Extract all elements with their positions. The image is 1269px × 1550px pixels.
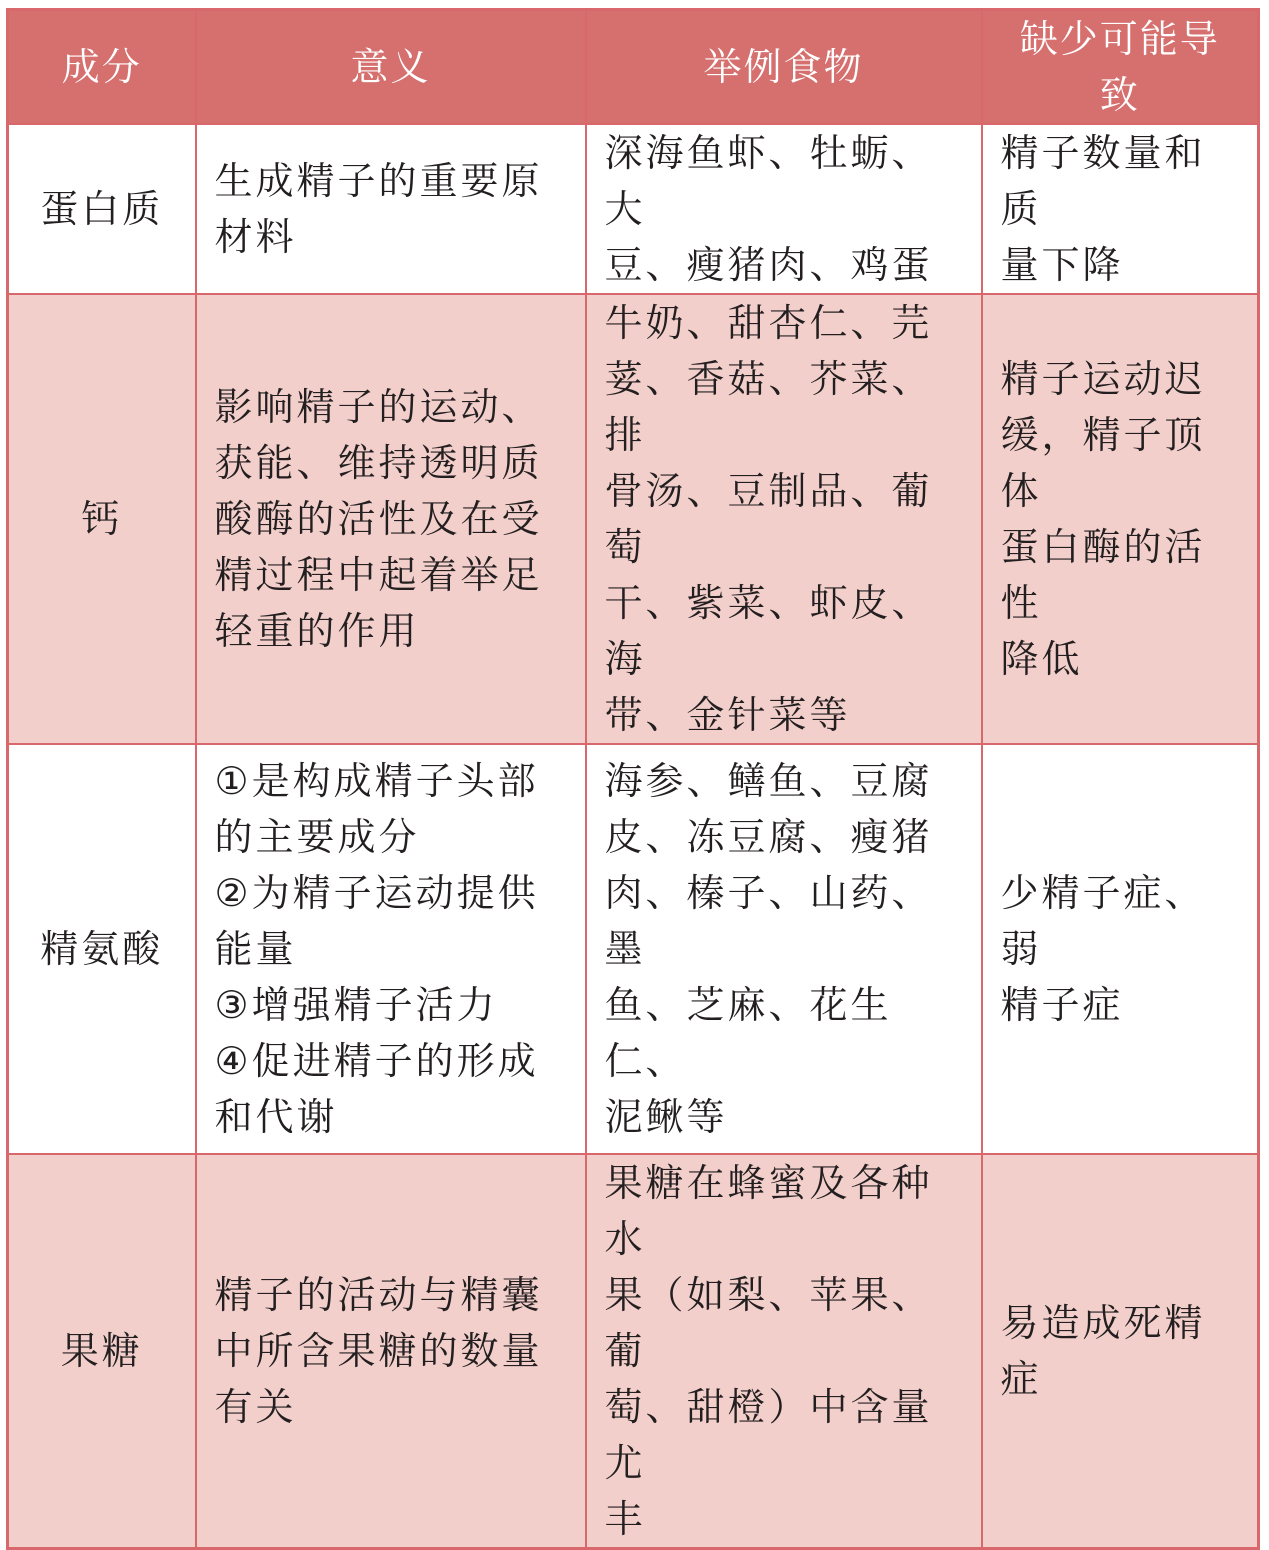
text-line: 鱼、芝麻、花生仁、 xyxy=(604,983,892,1083)
text-line: 果（如梨、苹果、葡 xyxy=(604,1273,933,1373)
header-meaning: 意义 xyxy=(196,10,586,125)
text-line: 生成精子的重要原 xyxy=(214,159,543,203)
header-component: 成分 xyxy=(8,10,196,125)
text-line: ③增强精子活力 xyxy=(214,983,498,1027)
meaning-cell xyxy=(196,1154,586,1549)
text-line: 豆、瘦猪肉、鸡蛋 xyxy=(604,243,933,287)
component-cell: 精氨酸 xyxy=(8,744,196,1154)
table-row-protein xyxy=(8,124,1259,294)
text-line: ①是构成精子头部 xyxy=(214,759,539,803)
deficiency-cell xyxy=(982,744,1259,1154)
text-line: 缓，精子顶体 xyxy=(1000,413,1206,513)
text-line: 精过程中起着举足 xyxy=(214,553,543,597)
text-line: 丰 xyxy=(604,1497,646,1541)
text-line: 的主要成分 xyxy=(214,815,420,859)
text-line: 果糖在蜂蜜及各种水 xyxy=(604,1161,933,1261)
table-row-fructose xyxy=(8,1154,1259,1549)
deficiency-cell xyxy=(982,124,1259,294)
text-line: 深海鱼虾、牡蛎、大 xyxy=(604,131,933,231)
foods-cell xyxy=(586,294,982,744)
text-line: 少精子症、弱 xyxy=(1000,871,1206,971)
table-row-arginine xyxy=(8,744,1259,1154)
table-header-row xyxy=(8,10,1259,125)
text-line: 精子的活动与精囊 xyxy=(214,1273,543,1317)
nutrition-table-container xyxy=(6,8,1257,1541)
text-line: 酸酶的活性及在受 xyxy=(214,497,543,541)
component-cell: 蛋白质 xyxy=(8,124,196,294)
foods-cell xyxy=(586,1154,982,1549)
table-row-calcium xyxy=(8,294,1259,744)
text-line: 能量 xyxy=(214,927,297,971)
text-line: 泥鳅等 xyxy=(604,1095,728,1139)
text-line: 材料 xyxy=(214,215,297,259)
text-line: ②为精子运动提供 xyxy=(214,871,539,915)
text-line: 肉、榛子、山药、墨 xyxy=(604,871,933,971)
component-cell: 钙 xyxy=(8,294,196,744)
header-foods: 举例食物 xyxy=(586,10,982,125)
text-line: 带、金针菜等 xyxy=(604,693,851,737)
text-line: 骨汤、豆制品、葡萄 xyxy=(604,469,933,569)
text-line: 中所含果糖的数量 xyxy=(214,1329,543,1373)
component-cell: 果糖 xyxy=(8,1154,196,1549)
text-line: 量下降 xyxy=(1000,243,1124,287)
deficiency-cell xyxy=(982,1154,1259,1549)
meaning-cell xyxy=(196,744,586,1154)
text-line: 精子运动迟 xyxy=(1000,357,1206,401)
text-line: 蛋白酶的活性 xyxy=(1000,525,1206,625)
text-line: 海参、鳝鱼、豆腐 xyxy=(604,759,933,803)
text-line: 皮、冻豆腐、瘦猪 xyxy=(604,815,933,859)
text-line: 萄、甜橙）中含量尤 xyxy=(604,1385,933,1485)
foods-cell xyxy=(586,744,982,1154)
deficiency-cell xyxy=(982,294,1259,744)
text-line: 精子症 xyxy=(1000,983,1124,1027)
text-line: 干、紫菜、虾皮、海 xyxy=(604,581,933,681)
text-line: 获能、维持透明质 xyxy=(214,441,543,485)
text-line: 牛奶、甜杏仁、芫 xyxy=(604,301,933,345)
text-line: 轻重的作用 xyxy=(214,609,420,653)
sperm-nutrition-table xyxy=(6,8,1260,1550)
text-line: 易造成死精症 xyxy=(1000,1301,1206,1401)
meaning-cell xyxy=(196,124,586,294)
meaning-cell xyxy=(196,294,586,744)
text-line: 和代谢 xyxy=(214,1095,338,1139)
text-line: 有关 xyxy=(214,1385,297,1429)
text-line: 降低 xyxy=(1000,637,1083,681)
text-line: ④促进精子的形成 xyxy=(214,1039,539,1083)
foods-cell xyxy=(586,124,982,294)
text-line: 精子数量和质 xyxy=(1000,131,1206,231)
header-deficiency: 缺少可能导致 xyxy=(982,10,1259,125)
text-line: 荽、香菇、芥菜、排 xyxy=(604,357,933,457)
text-line: 影响精子的运动、 xyxy=(214,385,543,429)
